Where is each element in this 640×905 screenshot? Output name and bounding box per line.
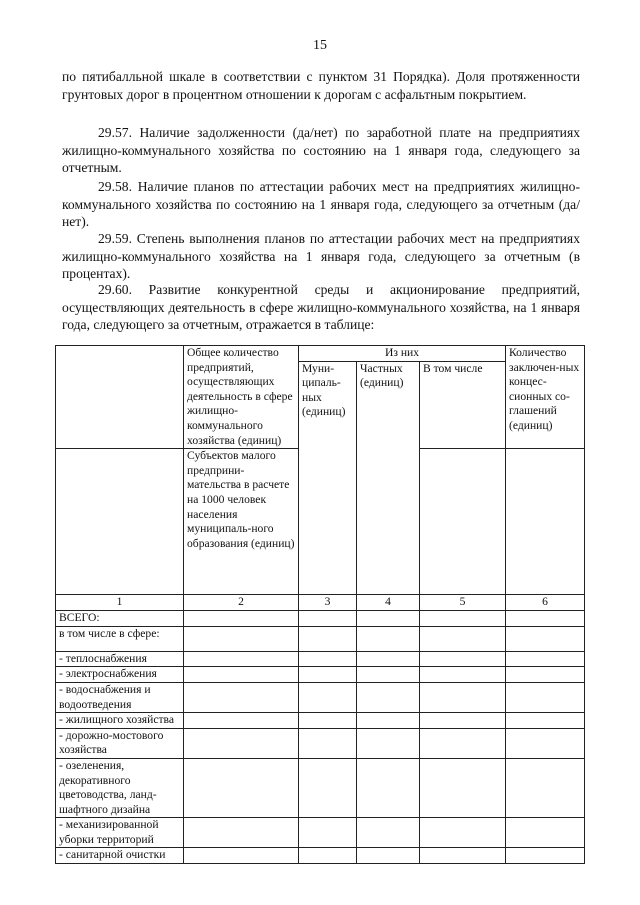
table-row [56,728,585,758]
header-of-them: Из них [299,346,506,362]
header-small-business: Субъектов малого предприни-мательства в расчете на 1000 человек населения муниципаль-ного образования (единиц) [184,449,299,595]
column-number: 6 [506,595,585,611]
column-number: 4 [357,595,420,611]
paragraph-continuation: по пятибалльной шкале в соответствии с пунктом 31 Порядка). Доля протяженности грунтовых дорог в процентном отношении к дорогам с асфальтным покрытием. [62,69,580,102]
table-row [56,818,585,848]
column-number: 5 [420,595,506,611]
table-row [56,758,585,817]
paragraph-29-59: 29.59. Степень выполнения планов по аттестации рабочих мест на предприятиях жилищно-коммунального хозяйства на 1 января года, следующего за отчетным (в процентах). [62,231,580,281]
header-concessions: Количество заключен-ных концес-сионных со-глашений (единиц) [506,346,585,449]
paragraph-29-58: 29.58. Наличие планов по аттестации рабочих мест на предприятиях жилищно-коммунального хозяйства по состоянию на 1 января года, следующего за отчетным (да/нет). [62,179,580,229]
row-label: - жилищного хозяйства [56,713,184,729]
header-total: Общее количество предприятий, осуществляющих деятельность в сфере жилищно-коммунального хозяйства (единиц) [184,346,299,449]
row-label: - дорожно-мостового хозяйства [56,728,184,758]
table-row [56,682,585,712]
row-label: - механизированной уборки территорий [56,818,184,848]
header-including: В том числе [420,361,506,449]
table-row [56,651,585,667]
column-numbers-row [56,595,585,611]
row-label: в том числе в сфере: [56,626,184,651]
header-blank-cell [56,346,184,449]
table-row [56,713,585,729]
row-label: - санитарной очистки [56,848,184,864]
table-row [56,626,585,651]
table-row [56,611,585,627]
row-label: - озеленения, декоративного цветоводства, ланд-шафтного дизайна [56,758,184,817]
row-label: ВСЕГО: [56,611,184,627]
paragraph-29-60: 29.60. Развитие конкурентной среды и акционирование предприятий, осуществляющих деятельность в сфере жилищно-коммунального хозяйства, на 1 января года, следующего за отчетным, отражается в таблице: [62,282,580,332]
paragraph-29-57: 29.57. Наличие задолженности (да/нет) по заработной плате на предприятиях жилищно-коммунального хозяйства по состоянию на 1 января года, следующего за отчетным. [62,125,580,175]
column-number: 1 [56,595,184,611]
header-private: Частных (единиц) [357,361,420,595]
column-number: 2 [184,595,299,611]
table-row [56,667,585,683]
header-municipal: Муни-ципаль-ных (единиц) [299,361,357,595]
row-label: - электроснабжения [56,667,184,683]
column-number: 3 [299,595,357,611]
row-label: - водоснабжения и водоотведения [56,682,184,712]
table-header-row [56,346,585,362]
row-label: - теплоснабжения [56,651,184,667]
page-number: 15 [313,38,327,53]
competition-table [55,345,585,864]
table-row [56,848,585,864]
